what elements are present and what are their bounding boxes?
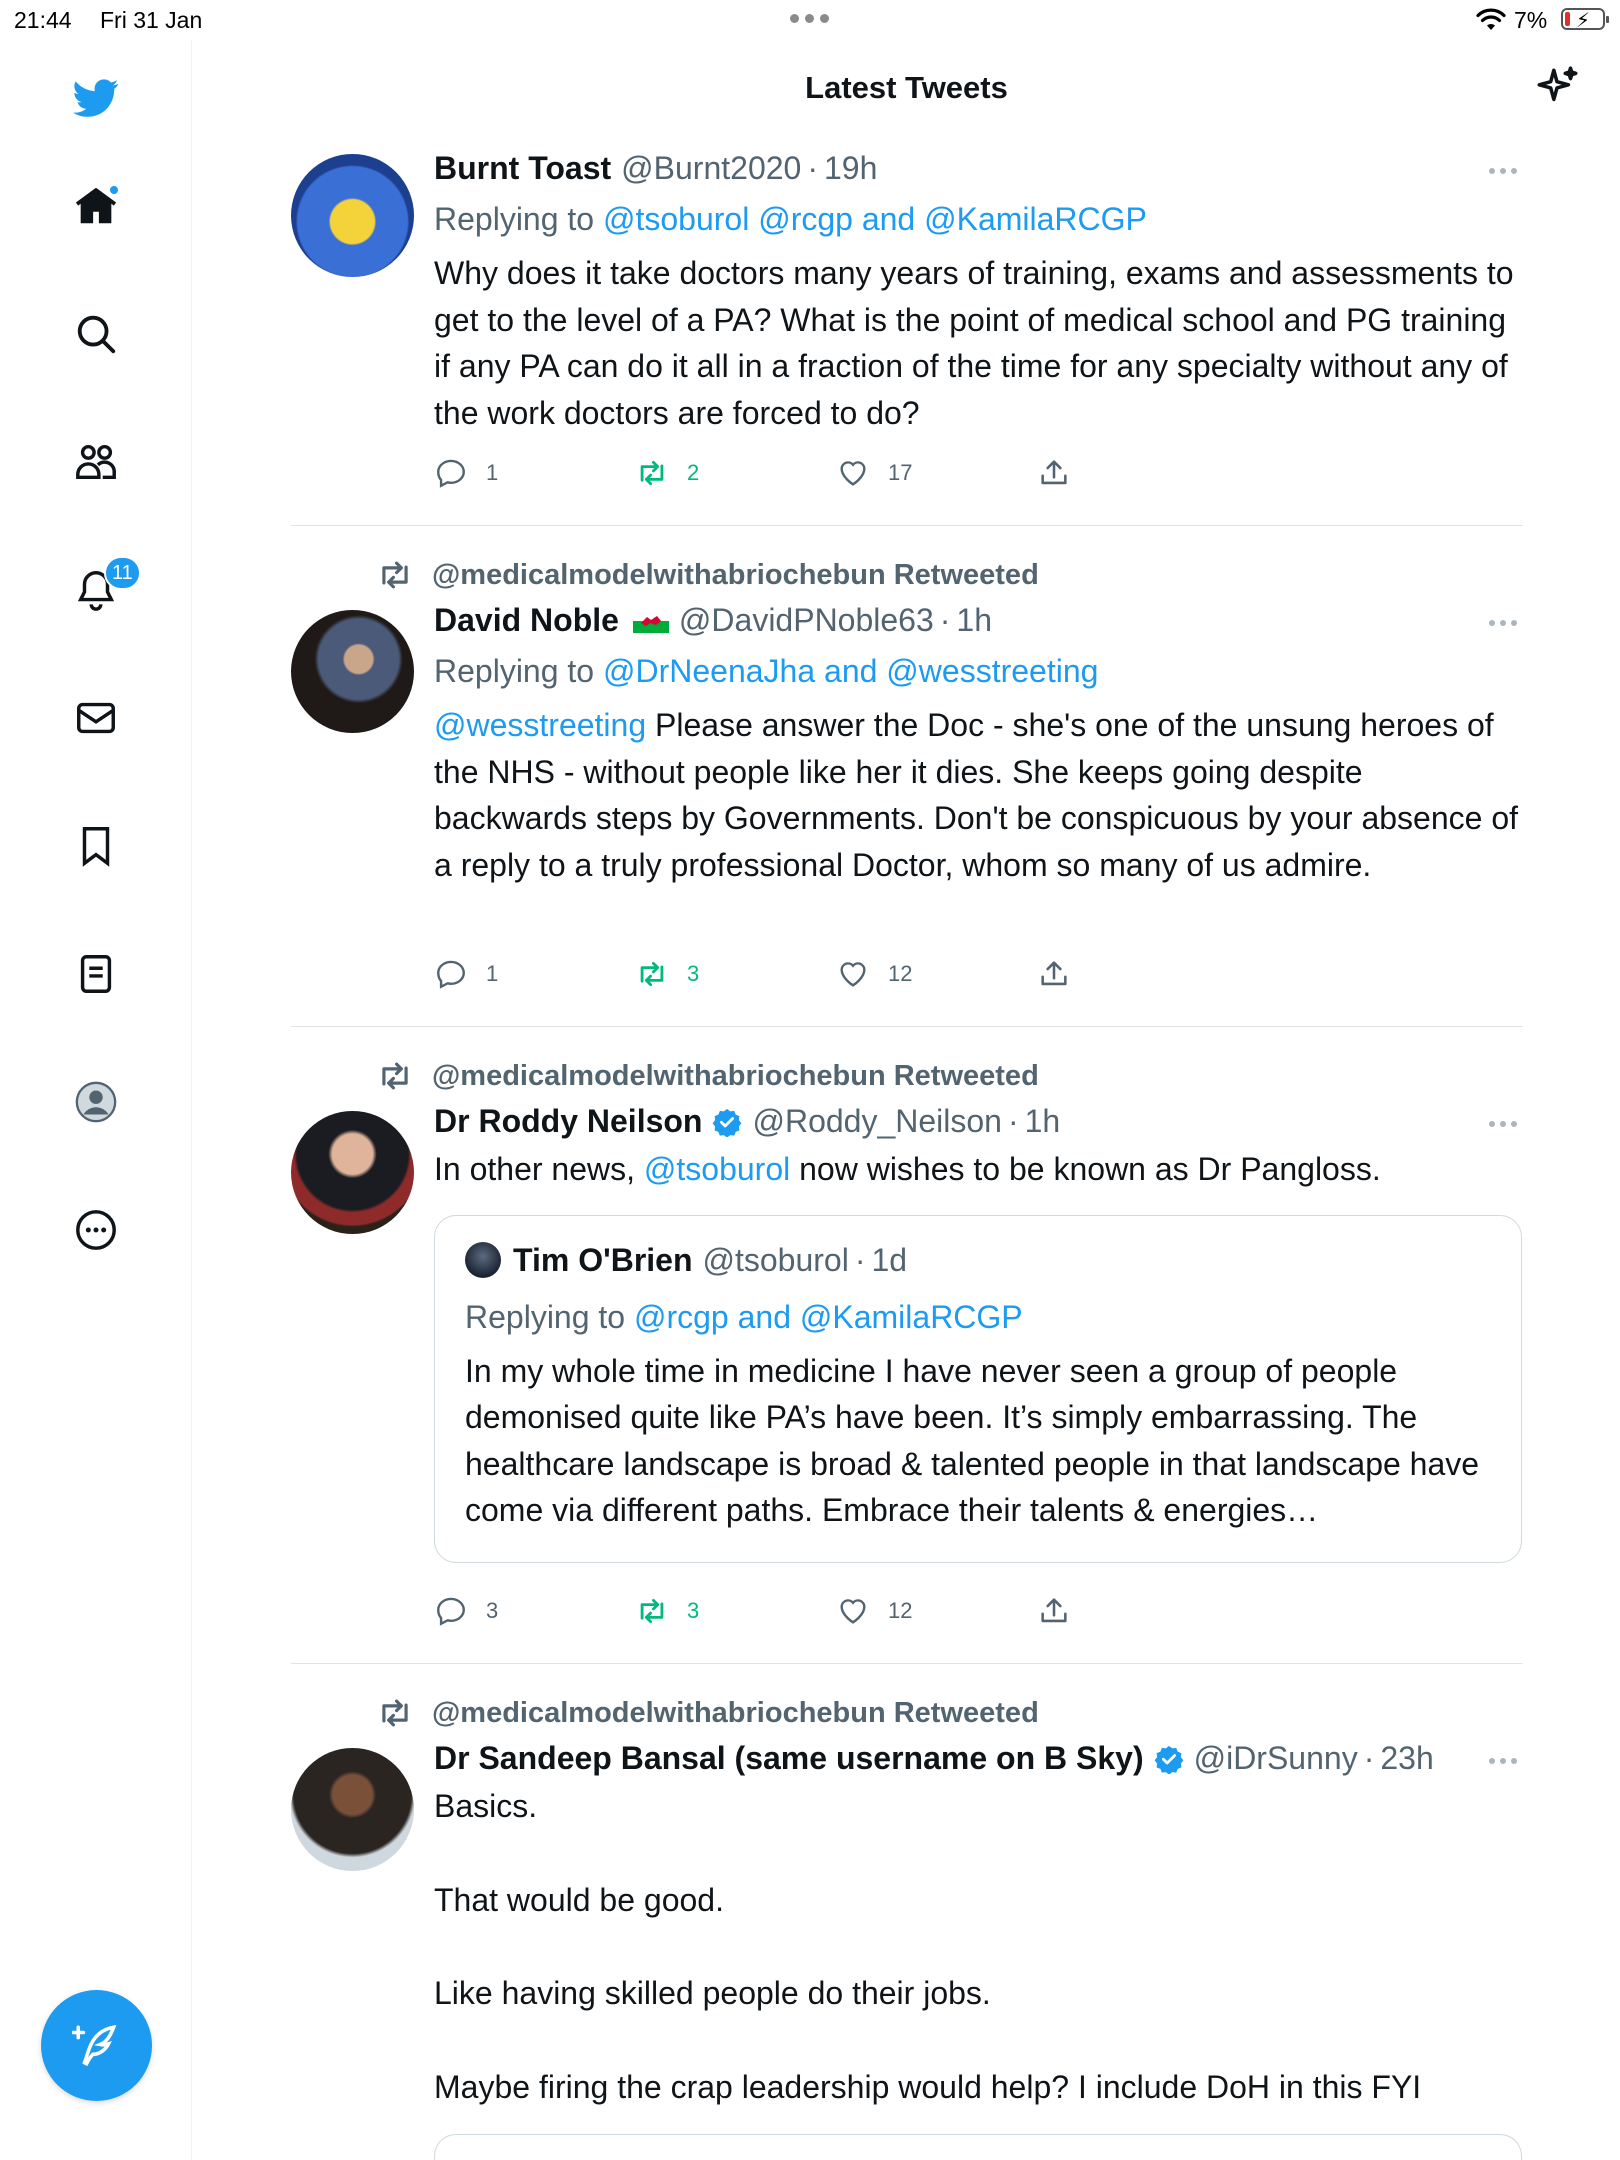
share-button[interactable]	[1037, 957, 1238, 991]
battery-percent: 7%	[1514, 7, 1548, 33]
tweet-text: In other news, @tsoburol now wishes to be known as Dr Pangloss.	[434, 1151, 1381, 1187]
reply-button[interactable]	[434, 957, 635, 991]
like-button[interactable]	[836, 957, 1037, 991]
tweet[interactable]	[291, 526, 1523, 1027]
retweet-icon	[635, 456, 669, 490]
retweet-count: 3	[687, 1598, 700, 1623]
more-icon[interactable]	[1489, 1758, 1523, 1764]
status-bar	[0, 0, 1620, 40]
retweet-icon	[376, 1694, 414, 1732]
tweet-author: David Noble @DavidPNoble63 · 1h	[434, 602, 993, 638]
quoted-author: Tim O'Brien @tsoburol · 1d	[465, 1242, 1491, 1279]
share-icon	[1037, 1594, 1071, 1628]
status-date: Fri 31 Jan	[100, 7, 203, 33]
tweet-time[interactable]: 1h	[1024, 1103, 1061, 1139]
retweeted-by[interactable]: @medicalmodelwithabriochebun Retweeted	[376, 1694, 1039, 1732]
author-name[interactable]: Dr Sandeep Bansal (same username on B Sky)	[434, 1740, 1144, 1776]
retweet-count: 2	[687, 460, 700, 485]
heart-icon	[836, 1594, 870, 1628]
author-name[interactable]: Dr Roddy Neilson	[434, 1103, 703, 1139]
retweet-button[interactable]	[635, 1594, 836, 1628]
author-name[interactable]: David Noble	[434, 602, 619, 638]
reply-count: 1	[486, 460, 499, 485]
tweet-author: Dr Roddy Neilson @Roddy_Neilson · 1h	[434, 1103, 1061, 1139]
reply-button[interactable]	[434, 456, 635, 490]
author-handle[interactable]: @iDrSunny	[1193, 1740, 1358, 1776]
reply-icon	[434, 957, 468, 991]
replying-to: Replying to @tsoburol @rcgp and @KamilaRCGP	[434, 201, 1147, 237]
communities-icon[interactable]	[66, 432, 126, 492]
multitasking-dots[interactable]	[790, 14, 829, 23]
notifications-icon[interactable]	[66, 560, 133, 620]
replying-to-links[interactable]: @DrNeenaJha and @wesstreeting	[602, 653, 1099, 689]
mention-link[interactable]: @tsoburol	[643, 1151, 791, 1187]
author-handle[interactable]: @Roddy_Neilson	[752, 1103, 1002, 1139]
avatar[interactable]	[291, 154, 414, 277]
compose-tweet-button[interactable]	[41, 1990, 152, 2101]
tweet-time[interactable]: 19h	[823, 150, 878, 186]
quoted-replying-to: Replying to @rcgp and @KamilaRCGP	[465, 1298, 1023, 1335]
reply-button[interactable]	[434, 1594, 635, 1628]
lists-icon[interactable]	[66, 944, 126, 1004]
author-handle[interactable]: @DavidPNoble63	[678, 602, 934, 638]
like-button[interactable]	[836, 456, 1037, 490]
tweet-actions	[434, 957, 1238, 991]
replying-to: Replying to @DrNeenaJha and @wesstreeting	[434, 653, 1099, 689]
mention-link[interactable]: @wesstreeting	[434, 707, 647, 743]
retweet-icon	[635, 957, 669, 991]
reply-icon	[434, 456, 468, 490]
tweet-actions	[434, 456, 1238, 490]
wales-flag-icon	[633, 609, 669, 633]
sparkle-icon[interactable]	[1533, 64, 1583, 114]
retweeted-by[interactable]: @medicalmodelwithabriochebun Retweeted	[376, 556, 1039, 594]
reply-count: 3	[486, 1598, 499, 1623]
home-unread-dot	[108, 184, 120, 196]
page-title: Latest Tweets	[805, 70, 1008, 105]
like-count: 12	[888, 1598, 913, 1623]
tweet-text: Why does it take doctors many years of training, exams and assessments to get to the level of a PA? What is the point of medical school and PG training if any PA can do it all in a fraction of the time for any specialty without any of the work doctors are forced to do?	[434, 255, 1514, 431]
avatar[interactable]	[291, 1748, 414, 1871]
retweet-icon	[376, 556, 414, 594]
twitter-logo-icon[interactable]	[66, 68, 126, 128]
like-count: 17	[888, 460, 913, 485]
quoted-author-name: Tim O'Brien	[513, 1241, 693, 1278]
retweet-count: 3	[687, 961, 700, 986]
sidebar	[0, 40, 192, 2160]
avatar[interactable]	[291, 610, 414, 733]
verified-badge-icon	[712, 1107, 742, 1137]
timeline-header	[193, 58, 1620, 128]
author-handle[interactable]: @Burnt2020	[621, 150, 802, 186]
like-count: 12	[888, 961, 913, 986]
retweet-button[interactable]	[635, 957, 836, 991]
status-time: 21:44	[14, 7, 72, 33]
tweet-author: Burnt Toast @Burnt2020 · 19h	[434, 150, 878, 186]
replying-to-links[interactable]: @tsoburol @rcgp and @KamilaRCGP	[602, 201, 1147, 237]
tweet-author: Dr Sandeep Bansal (same username on B Sky) @iDrSunny · 23h	[434, 1740, 1434, 1776]
quoted-time: 1d	[871, 1241, 908, 1278]
share-button[interactable]	[1037, 456, 1238, 490]
reply-count: 1	[486, 961, 499, 986]
feather-icon	[72, 2021, 122, 2071]
tweet-time[interactable]: 1h	[956, 602, 993, 638]
search-icon[interactable]	[66, 304, 126, 364]
battery-icon: ⚡	[1561, 8, 1605, 30]
retweeted-by[interactable]: @medicalmodelwithabriochebun Retweeted	[376, 1057, 1039, 1095]
messages-icon[interactable]	[66, 688, 126, 748]
profile-icon[interactable]	[66, 1072, 126, 1132]
notifications-badge: 11	[104, 556, 141, 590]
wifi-icon	[1476, 6, 1506, 32]
tweet[interactable]	[291, 140, 1523, 526]
home-icon[interactable]	[66, 176, 126, 236]
tweet-text: @wesstreeting Please answer the Doc - she's one of the unsung heroes of the NHS - without people like her it dies. She keeps going despite backwards steps by Governments. Don't be conspicuous by your absence of a reply to a truly professional Doctor, whom so many of us admire.	[434, 707, 1519, 883]
heart-icon	[836, 456, 870, 490]
more-icon[interactable]	[1489, 168, 1523, 174]
author-name[interactable]: Burnt Toast	[434, 150, 612, 186]
retweet-button[interactable]	[635, 456, 836, 490]
share-button[interactable]	[1037, 1594, 1238, 1628]
reply-icon	[434, 1594, 468, 1628]
tweet-actions	[434, 1594, 1238, 1628]
quoted-text: In my whole time in medicine I have never seen a group of people demonised quite like PA’s have been. It’s simply embarrassing. The healthcare landscape is broad & talented people in that landscape have come via different paths. Embrace their talents & energies…	[465, 1352, 1480, 1528]
retweet-icon	[376, 1057, 414, 1095]
tweet-text: Basics. That would be good. Like having skilled people do their jobs. Maybe firing the crap leadership would help? I include DoH in this FYI	[434, 1788, 1422, 2105]
share-icon	[1037, 456, 1071, 490]
quoted-avatar	[465, 1242, 501, 1278]
tweet[interactable]	[291, 1664, 1523, 2160]
quoted-tweet[interactable]	[434, 2134, 1522, 2160]
quoted-author-handle: @tsoburol	[702, 1241, 849, 1278]
avatar[interactable]	[291, 1111, 414, 1234]
more-icon[interactable]	[1489, 620, 1523, 626]
tweet[interactable]	[291, 1027, 1523, 1664]
share-icon	[1037, 957, 1071, 991]
tweet-feed	[291, 140, 1523, 2160]
bookmarks-icon[interactable]	[66, 816, 126, 876]
tweet-time[interactable]: 23h	[1380, 1740, 1434, 1776]
more-options-icon[interactable]	[66, 1200, 126, 1260]
more-icon[interactable]	[1489, 1121, 1523, 1127]
retweet-icon	[635, 1594, 669, 1628]
verified-badge-icon	[1154, 1744, 1184, 1774]
quoted-tweet[interactable]	[434, 1215, 1522, 1563]
heart-icon	[836, 957, 870, 991]
like-button[interactable]	[836, 1594, 1037, 1628]
